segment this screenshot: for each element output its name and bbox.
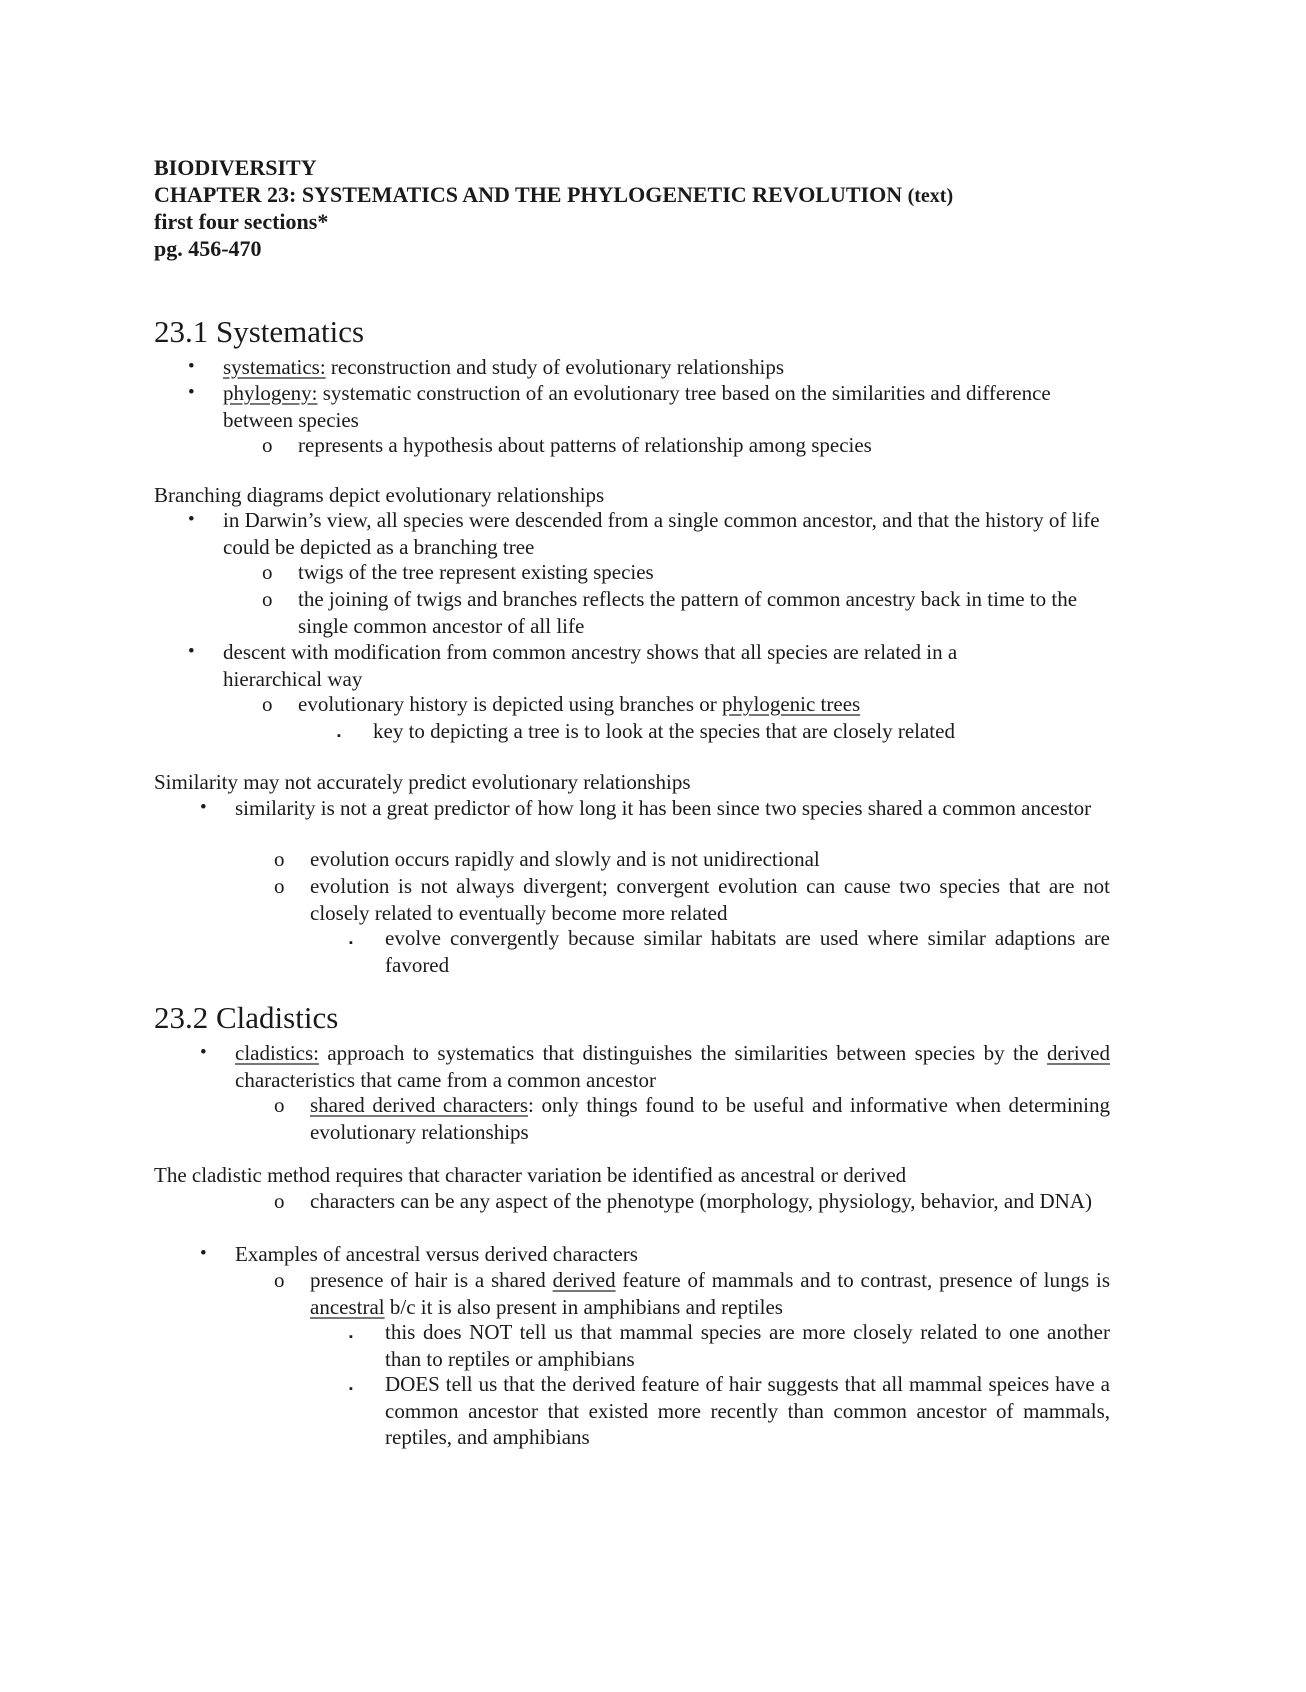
header-sections: first four sections* [154,209,329,234]
header-course: BIODIVERSITY [154,155,317,180]
term-shared-derived-characters: shared derived characters [310,1093,529,1117]
document-page: BIODIVERSITY CHAPTER 23: SYSTEMATICS AND THE PHYLOGENETIC REVOLUTION (text) first four sections* pg. 456-470 23.1 Systematics • systematics: reconstruction and study of evolutionary relationships • phylogeny: systematic construction of an evolutionary tree based on the similarities and difference between species o represents a hypothesis about patterns of relationship among species Branching diagrams depict evolutionary relationships • in Darwin’s view, all species were descended from a single common ancestor, and that the history of life could be depicted as a branching tree o twigs of the tree represent existing species o the joining of twigs and branches reflects the pattern of common ancestry back in time to the single common ancestor of all life • descent with modification from common ancestry shows that all species are related in a hierarchical way o evolutionary history is depicted using branches or phylogenic trees ▪ key to depicting a tree is to look at the species that are closely related Similarity may not accurately predict evolutionary relationships • similarity is not a great predictor of how long it has been since two species shared a common ancestor o evolution occurs rapidly and slowly and is not unidirectional o evolution is not always divergent; convergent evolution can cause two species that are not closely related to eventually become more related ▪ evolve convergently because similar habitats are used where similar adaptions are favored 23.2 Cladistics • cladistics: approach to systematics that distinguishes the similarities between species by the derived characteristics that came from a common ancestor o shared derived characters: only things found to be useful and informative when determining evolutionary relationships The cladistic method requires that character variation be identified as ancestral or derived o characters can be any aspect of the phenotype (morphology, physiology, behavior, and DNA) • Examples of ancestral versus derived characters o presence of hair is a shared derived feature of mammals and to contrast, presence of lungs is ancestral b/c it is also present in amphibians and reptiles ▪ this does NOT tell us that mammal species are more closely related to one another than to reptiles or amphibians ▪ DOES tell us that the derived feature of hair suggests that all mammal speices have a common ancestor that existed more recently than common ancestor of mammals, reptiles, and amphibians [154,155,1110,1449]
paragraph-branching-title: Branching diagrams depict evolutionary relationships [154,483,605,507]
term-derived: derived [1047,1041,1110,1065]
circle-marker: o [262,587,273,611]
term-derived-feature: derived [552,1268,616,1292]
circle-marker: o [262,692,273,716]
circle-marker: o [274,874,285,898]
circle-marker: o [262,560,273,584]
document-header [154,155,953,262]
header-chapter-note: (text) [907,184,954,207]
term-ancestral: ancestral [310,1294,385,1319]
bullet-marker: • [188,509,195,530]
circle-marker: o [274,1189,285,1213]
square-marker: ▪ [349,1383,353,1395]
header-pages: pg. 456-470 [154,235,262,261]
bullet-marker: • [200,1243,207,1264]
paragraph-similarity-title: Similarity may not accurately predict evolutionary relationships [154,770,691,794]
paragraph-cladistic-method-title: The cladistic method requires that character variation be identified as ancestral or derived [154,1163,907,1187]
square-marker: ▪ [337,730,341,742]
section-heading-cladistics: 23.2 Cladistics [154,1000,339,1035]
term-phylogeny: phylogeny: [223,381,318,405]
term-systematics: systematics: [223,355,326,379]
bullet-marker: • [188,356,195,377]
circle-marker: o [274,1268,285,1292]
bullet-marker: • [200,1042,207,1063]
bullet-marker: • [200,797,207,818]
bullet-marker: • [188,641,195,662]
square-marker: ▪ [349,1331,353,1343]
bullet-marker: • [188,382,195,403]
circle-marker: o [274,1093,285,1117]
header-chapter: CHAPTER 23: SYSTEMATICS AND THE PHYLOGENETIC REVOLUTION (text) [154,181,954,207]
term-phylogenic-trees: phylogenic trees [722,692,861,716]
circle-marker: o [274,847,285,871]
section-heading-systematics: 23.1 Systematics [154,314,365,349]
circle-marker: o [262,433,273,457]
square-marker: ▪ [349,937,353,949]
term-cladistics: cladistics: [235,1041,319,1065]
